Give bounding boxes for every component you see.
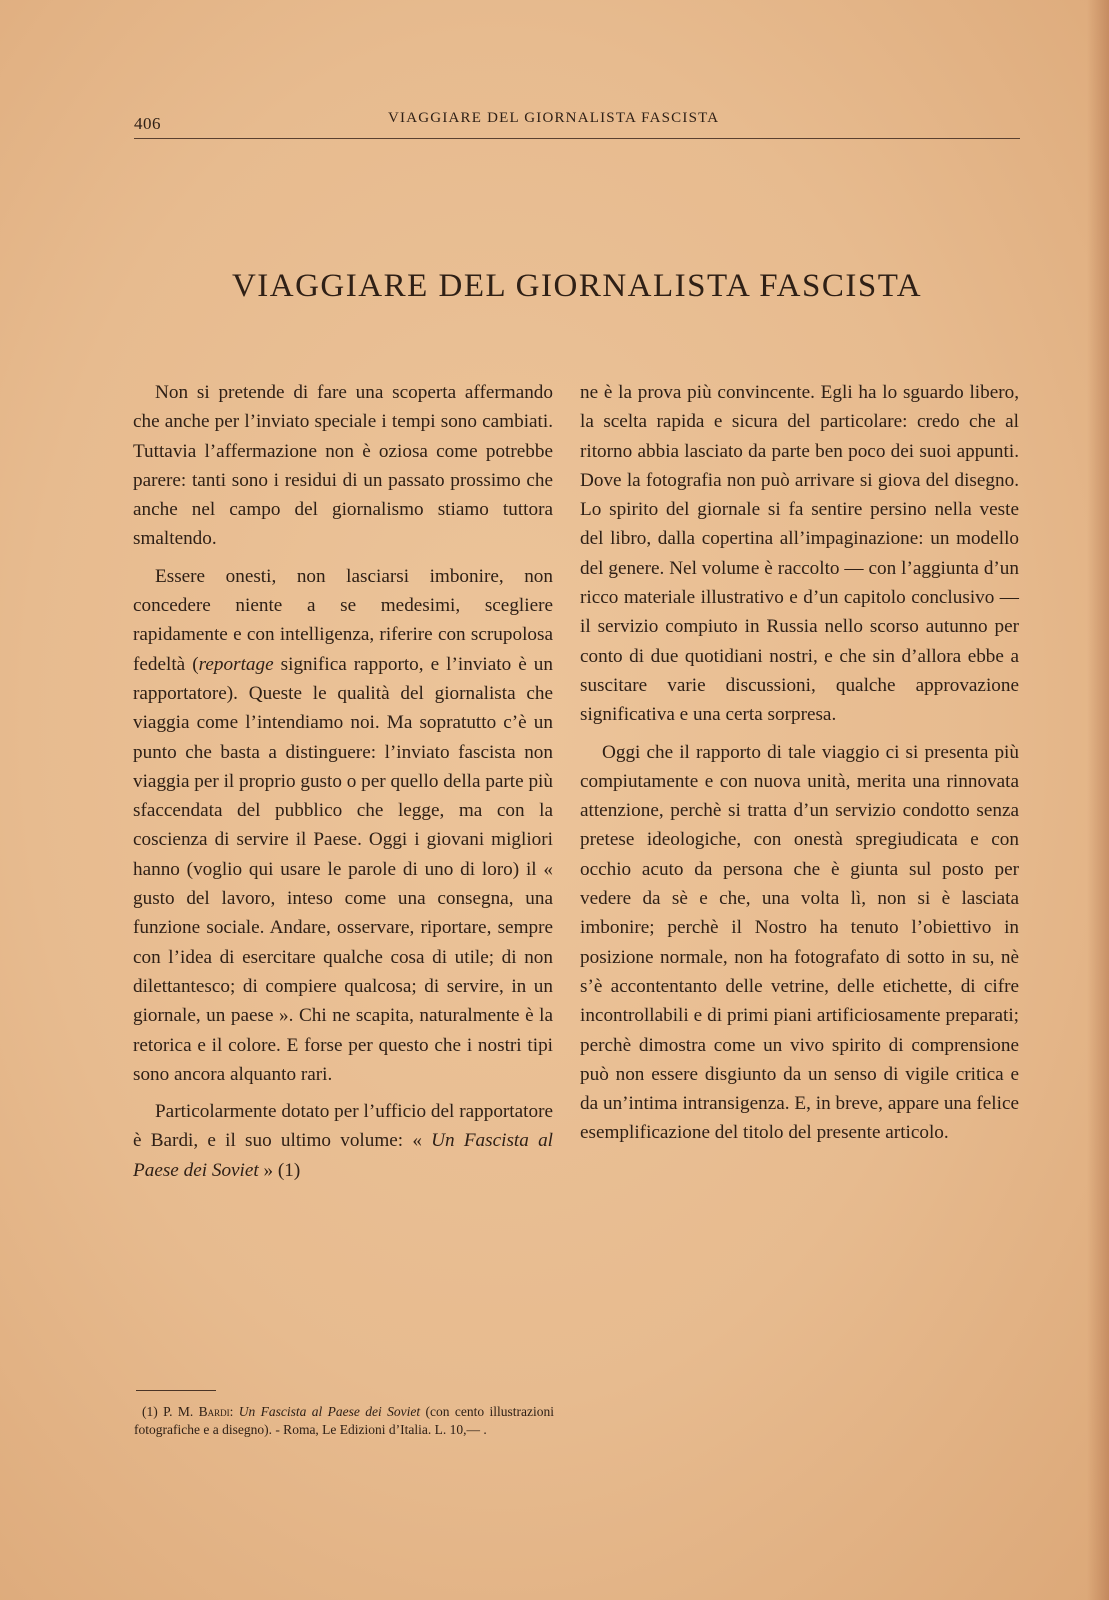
left-paragraph-2 [133,562,553,1089]
footnote-book-title: Un Fascista al Paese dei Soviet [238,1404,421,1419]
right-paragraph-2: Oggi che il rapporto di tale viaggio ci si presenta più compiutamente e con nuova unità, merita una rinnovata attenzione, perchè si tratta d’un servizio condotto senza pretese ideologiche, con onestà spregiudicata e con occhio acuto da persona che è giunta sul posto per vedere da sè e che, una volta lì, non si è lasciata imbonire; perchè il Nostro ha tenuto l’obiettivo in posizione normale, non ha fotografato di sotto in su, nè s’è accontentanto delle vetrine, delle etichette, di cifre incontrollabili e di primi piani artificiosamente preparati; perchè dimostra come un vivo spirito di comprensione può non essere disgiunto da un senso di vigile critica e da un’intima intransigenza. E, in breve, appare una felice esemplificazione del titolo del presente articolo. [580,741,1019,1144]
right-column [580,378,1019,1148]
running-head [134,106,1020,136]
left-paragraph-3-end: » (1) [258,1159,301,1181]
left-paragraph-3-start: Particolarmente dotato per l’ufficio del rapportatore è Bardi, e il suo ultimo volume: « [133,1101,553,1152]
left-paragraph-2-start: Essere onesti, non lasciarsi imbonire, non concedere niente a se medesimi, scegliere rapidamente e con intelligenza, riferire con scrupolosa fedeltà ( [133,565,553,675]
book-title: Un Fascista al Paese dei Soviet [133,1130,553,1181]
page-edge-shadow [1087,0,1109,1600]
footnote-details: (con cento illustrazioni fotografiche e a disegno). - Roma, Le Edizioni d’Italia. L. 10,— . [134,1404,554,1437]
running-title: VIAGGIARE DEL GIORNALISTA FASCISTA [388,110,720,126]
footnote-rule [136,1390,216,1391]
left-paragraph-2-end: significa rapporto, e l’inviato è un rapportatore). Queste le qualità del giornalista che viaggia come l’intendiamo noi. Ma sopratutto c’è un punto che basta a distinguere: l’inviato fascista non viaggia per il proprio gusto o per quello della parte più sfaccendata del pubblico che legge, ma con la coscienza di servire il Paese. Oggi i giovani migliori hanno (voglio qui usare le parole di uno di loro) il « gusto del lavoro, inteso come una consegna, una funzione sociale. Andare, osservare, riportare, sempre con l’idea di esercitare qualche cosa di utile; di non dilettantesco; di compiere qualcosa; di servire, in un giornale, un paese ». Chi ne scapita, naturalmente è la retorica e il colore. E forse per questo che i nostri tipi sono ancora alquanto rari. [133,653,553,1085]
footnote-colon: : [229,1404,239,1419]
footnote-author: Bardi [198,1404,230,1419]
footnote [134,1403,554,1439]
page-number: 406 [134,114,161,133]
header-rule [134,138,1020,139]
left-column [133,378,553,1185]
left-paragraph-1: Non si pretende di fare una scoperta affermando che anche per l’inviato speciale i tempi sono cambiati. Tuttavia l’affermazione non è oziosa come potrebbe parere: tanti sono i residui di un passato prossimo che anche nel campo del giornalismo stiamo tuttora smaltendo. [133,382,553,550]
left-paragraph-2-italic: reportage [198,653,274,675]
footnote-marker: (1) P. M. [142,1404,199,1419]
article-title: VIAGGIARE DEL GIORNALISTA FASCISTA [231,268,923,304]
left-paragraph-3 [133,1097,553,1185]
right-paragraph-1: ne è la prova più convincente. Egli ha lo sguardo libero, la scelta rapida e sicura del particolare: credo che al ritorno abbia lasciato da parte ben poco dei suoi appunti. Dove la fotografia non può arrivare si giova del disegno. Lo spirito del giornale si fa sentire persino nella veste del libro, dalla copertina all’impaginazione: un modello del genere. Nel volume è raccolto — con l’aggiunta d’un ricco materiale illustrativo e d’un capitolo conclusivo — il servizio compiuto in Russia nello scorso autunno per conto di due quotidiani nostri, e che sin d’allora ebbe a suscitare varie discussioni, qualche approvazione significativa e una certa sorpresa. [580,382,1019,726]
